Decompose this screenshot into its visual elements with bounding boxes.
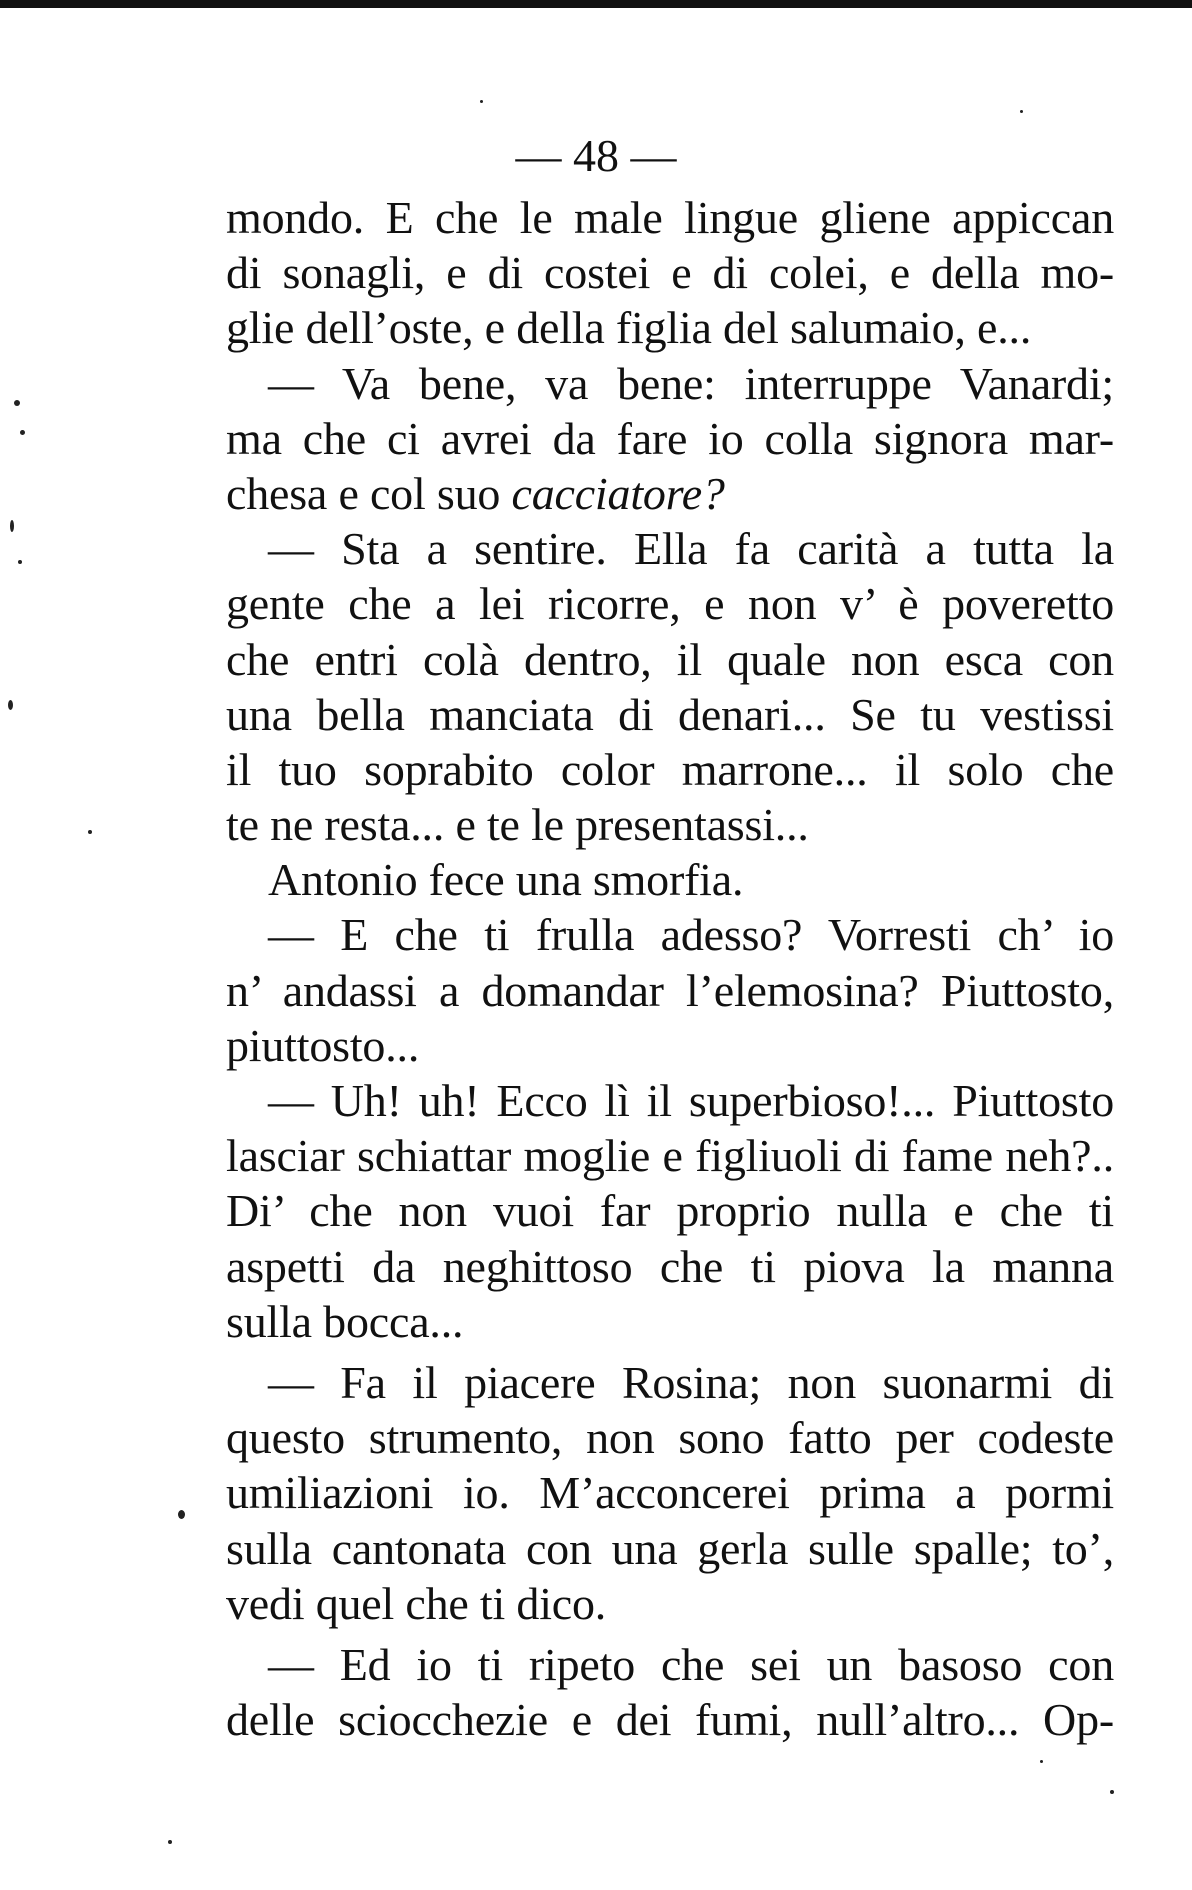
text-line: Antonio fece una smorfia. — [268, 854, 744, 906]
text-line: mondo. E che le male lingue gliene appiccan — [226, 192, 1114, 243]
text-line: gente che a lei ricorre, e non v’ è poveretto — [226, 578, 1114, 630]
scan-speck — [20, 430, 25, 435]
text-line: — Sta a sentire. Ella fa carità a tutta la — [268, 523, 1114, 575]
text-line: — Va bene, va bene: interruppe Vanardi; — [268, 357, 1114, 409]
text-line-part: chesa e col suo — [226, 467, 501, 519]
text-line: vedi quel che ti dico. — [226, 1577, 607, 1629]
text-line: che entri colà dentro, il quale non esca con — [226, 633, 1114, 685]
scan-speck — [1040, 1760, 1043, 1763]
text-line: glie dell’oste, e della figlia del salumaio, e... — [226, 302, 1032, 354]
text-line: sulla bocca... — [226, 1295, 464, 1347]
text-line: lasciar schiattar moglie e figliuoli di fame neh?.. — [226, 1130, 1114, 1182]
scan-speck — [14, 400, 20, 406]
scan-speck — [178, 1510, 185, 1519]
scan-speck — [10, 520, 14, 532]
scan-speck — [168, 1840, 172, 1844]
page-body-text — [226, 190, 1114, 1747]
text-line — [226, 466, 1114, 521]
text-line: — Ed io ti ripeto che sei un basoso con — [268, 1638, 1114, 1690]
text-line: sulla cantonata con una gerla sulle spalle; to’, — [226, 1522, 1114, 1574]
scan-speck — [8, 700, 13, 710]
scan-speck — [18, 560, 22, 564]
text-line: Di’ che non vuoi far proprio nulla e che ti — [226, 1185, 1114, 1237]
scan-speck — [1110, 1790, 1114, 1794]
text-line: te ne resta... e te le presentassi... — [226, 799, 809, 851]
text-line: ma che ci avrei da fare io colla signora mar- — [226, 412, 1114, 464]
text-line: — Fa il piacere Rosina; non suonarmi di — [268, 1356, 1114, 1408]
text-line: questo strumento, non sono fatto per codeste — [226, 1412, 1114, 1464]
text-line: delle sciocchezie e dei fumi, null’altro... Op- — [226, 1694, 1114, 1746]
text-line: una bella manciata di denari... Se tu vestissi — [226, 688, 1114, 740]
text-line: n’ andassi a domandar l’elemosina? Piuttosto, — [226, 964, 1114, 1016]
text-line: aspetti da neghittoso che ti piova la manna — [226, 1240, 1114, 1292]
text-line: — Uh! uh! Ecco lì il superbioso!... Piuttosto — [268, 1075, 1114, 1126]
text-line: — E che ti frulla adesso? Vorresti ch’ io — [268, 909, 1114, 961]
page-number: — 48 — — [515, 130, 677, 181]
top-border-rule — [0, 0, 1192, 8]
scan-speck — [1020, 110, 1023, 113]
scan-speck — [88, 830, 92, 834]
text-line: umiliazioni io. M’acconcerei prima a pormi — [226, 1467, 1114, 1519]
text-line: il tuo soprabito color marrone... il solo che — [226, 743, 1114, 795]
text-line: piuttosto... — [226, 1019, 420, 1071]
scan-speck — [480, 100, 483, 103]
italic-word: cacciatore? — [511, 467, 725, 519]
text-line: di sonagli, e di costei e di colei, e della mo- — [226, 247, 1114, 299]
